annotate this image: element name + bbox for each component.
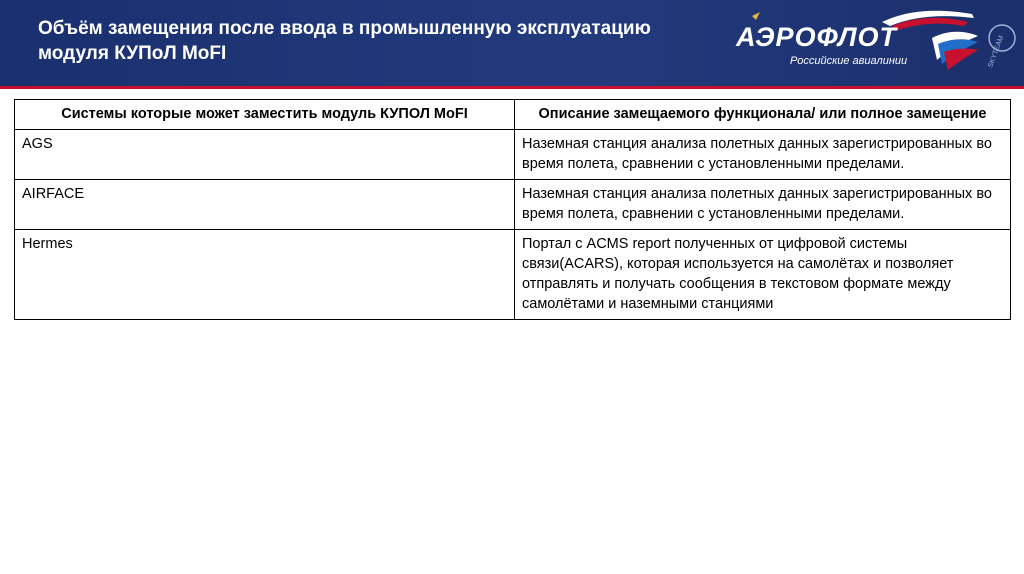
description-cell: Портал с ACMS report полученных от цифровой системы связи(ACARS), которая используется на самолётах и позволяет отправлять и получать сообщения в текстовом формате между самолётами и наземными станциями xyxy=(515,230,1011,320)
table-row xyxy=(15,230,1011,320)
aeroflot-logo xyxy=(732,8,1022,80)
table-row xyxy=(15,180,1011,230)
system-cell: AIRFACE xyxy=(15,180,515,230)
table-row xyxy=(15,130,1011,180)
header-stripe xyxy=(0,86,1024,89)
system-cell: AGS xyxy=(15,130,515,180)
system-cell: Hermes xyxy=(15,230,515,320)
page-title-line-1: Объём замещения после ввода в промышленную эксплуатацию xyxy=(38,18,651,39)
description-cell: Наземная станция анализа полетных данных зарегистрированных во время полета, сравнении с установленными пределами. xyxy=(515,130,1011,180)
skyteam-mark: SKYTEAM xyxy=(987,34,1006,69)
logo-subtitle: Российские авиалинии xyxy=(790,55,908,67)
replacement-table xyxy=(14,99,1011,320)
description-cell: Наземная станция анализа полетных данных зарегистрированных во время полета, сравнении с установленными пределами. xyxy=(515,180,1011,230)
column-header-description: Описание замещаемого функционала/ или полное замещение xyxy=(515,100,1011,130)
table-header-row xyxy=(15,100,1011,130)
page-title-line-2: модуля КУПоЛ MoFI xyxy=(38,43,227,64)
page-title xyxy=(38,16,728,66)
header-bar xyxy=(0,0,1024,86)
column-header-systems: Системы которые может заместить модуль КУПОЛ MoFI xyxy=(15,100,515,130)
logo-wordmark: АЭРОФЛОТ xyxy=(736,22,898,52)
